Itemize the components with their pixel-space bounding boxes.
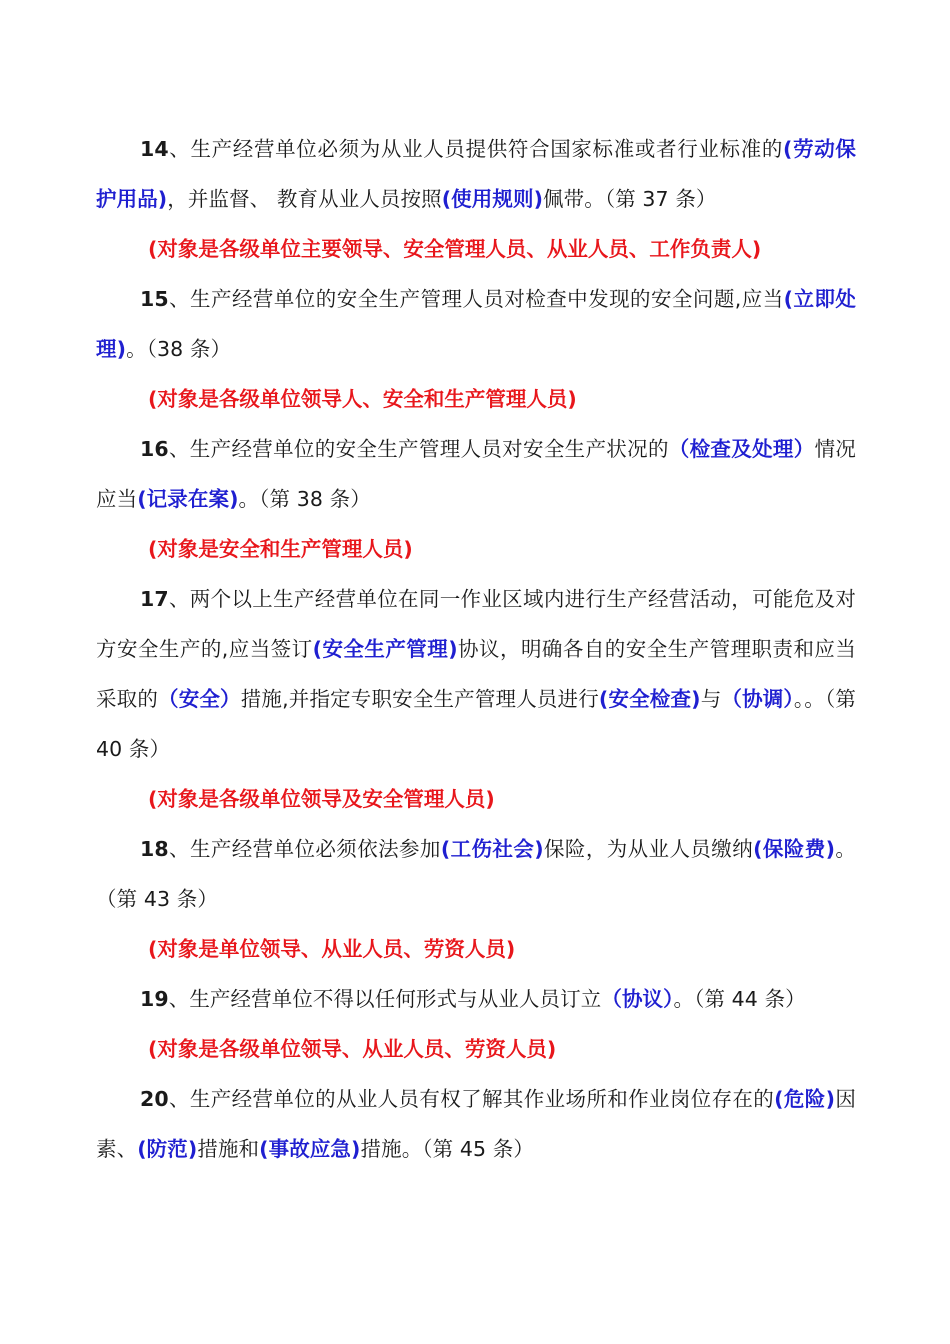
clause-text: 、生产经营单位的从业人员有权了解其作业场所和作业岗位存在的 <box>168 1087 775 1111</box>
target-audience-note: (对象是安全和生产管理人员) <box>148 537 413 561</box>
clause-text: 、生产经营单位必须为从业人员提供符合国家标准或者行业标准的 <box>168 137 784 161</box>
clause-text: 。（38 条） <box>126 337 232 361</box>
answer-highlight: (防范) <box>137 1137 198 1161</box>
clause-number: 18 <box>140 837 169 861</box>
clause-19 <box>96 974 856 1024</box>
answer-highlight: (安全生产管理) <box>312 637 458 661</box>
clause-text: 措施和 <box>197 1137 260 1161</box>
answer-highlight: (保险费) <box>753 837 836 861</box>
answer-highlight: （协调） <box>721 687 794 711</box>
clause-17 <box>96 574 856 774</box>
clause-number: 15 <box>140 287 169 311</box>
answer-highlight: （安全） <box>158 687 241 711</box>
clause-text: 、生产经营单位的安全生产管理人员对安全生产状况的 <box>168 437 669 461</box>
clause-text: 、生产经营单位不得以任何形式与从业人员订立 <box>168 987 602 1011</box>
clause-text: 协议，明确各自的安全生产管理职责和应当采取的 <box>96 637 856 711</box>
clause-16 <box>96 424 856 524</box>
target-audience-note: (对象是各级单位领导人、安全和生产管理人员) <box>148 387 577 411</box>
clause-text: 。（第 43 条） <box>96 837 856 911</box>
answer-highlight: (工伤社会) <box>440 837 544 861</box>
target-audience-note: (对象是各级单位领导、从业人员、劳资人员) <box>148 1037 557 1061</box>
clause-14 <box>96 124 856 224</box>
clause-text: 。（第 38 条） <box>238 487 371 511</box>
clause-number: 20 <box>140 1087 169 1111</box>
clause-text: 保险，为从业人员缴纳 <box>543 837 754 861</box>
clause-text: 、两个以上生产经营单位在同一作业区域内进行生产经营活动，可能危及对方安全生产的,应当签订 <box>96 587 856 661</box>
answer-highlight: (劳动保护用品) <box>96 137 856 211</box>
clause-20 <box>96 1074 856 1174</box>
clause-text: 与 <box>700 687 722 711</box>
clause-number: 19 <box>140 987 169 1011</box>
clause-text: 措施,并指定专职安全生产管理人员进行 <box>240 687 599 711</box>
answer-highlight: (使用规则) <box>441 187 544 211</box>
answer-highlight: (事故应急) <box>259 1137 361 1161</box>
clause-18 <box>96 824 856 924</box>
clause-number: 16 <box>140 437 169 461</box>
clause-text: 情况应当 <box>96 437 856 511</box>
clause-text: 、生产经营单位的安全生产管理人员对检查中发现的安全问题,应当 <box>168 287 784 311</box>
answer-highlight: （协议） <box>601 987 674 1011</box>
target-audience-note: (对象是各级单位主要领导、安全管理人员、从业人员、工作负责人) <box>148 237 762 261</box>
clause-text: 措施。（第 45 条） <box>360 1137 534 1161</box>
document-page <box>96 124 856 1174</box>
answer-highlight: (安全检查) <box>598 687 701 711</box>
target-audience-note: (对象是各级单位领导及安全管理人员) <box>148 787 495 811</box>
clause-number: 14 <box>140 137 169 161</box>
clause-text: 、生产经营单位必须依法参加 <box>168 837 441 861</box>
answer-highlight: （检查及处理） <box>668 437 815 461</box>
clause-text: 。。（第 40 条） <box>96 687 856 761</box>
answer-highlight: (立即处理) <box>96 287 856 361</box>
clause-text: 因素、 <box>96 1087 856 1161</box>
answer-highlight: (危险) <box>774 1087 836 1111</box>
clause-text: 佩带。（第 37 条） <box>543 187 717 211</box>
clause-15 <box>96 274 856 374</box>
clause-text: ，并监督、 教育从业人员按照 <box>167 187 442 211</box>
answer-highlight: (记录在案) <box>137 487 239 511</box>
clause-number: 17 <box>140 587 169 611</box>
clause-text: 。（第 44 条） <box>673 987 806 1011</box>
target-audience-note: (对象是单位领导、从业人员、劳资人员) <box>148 937 516 961</box>
